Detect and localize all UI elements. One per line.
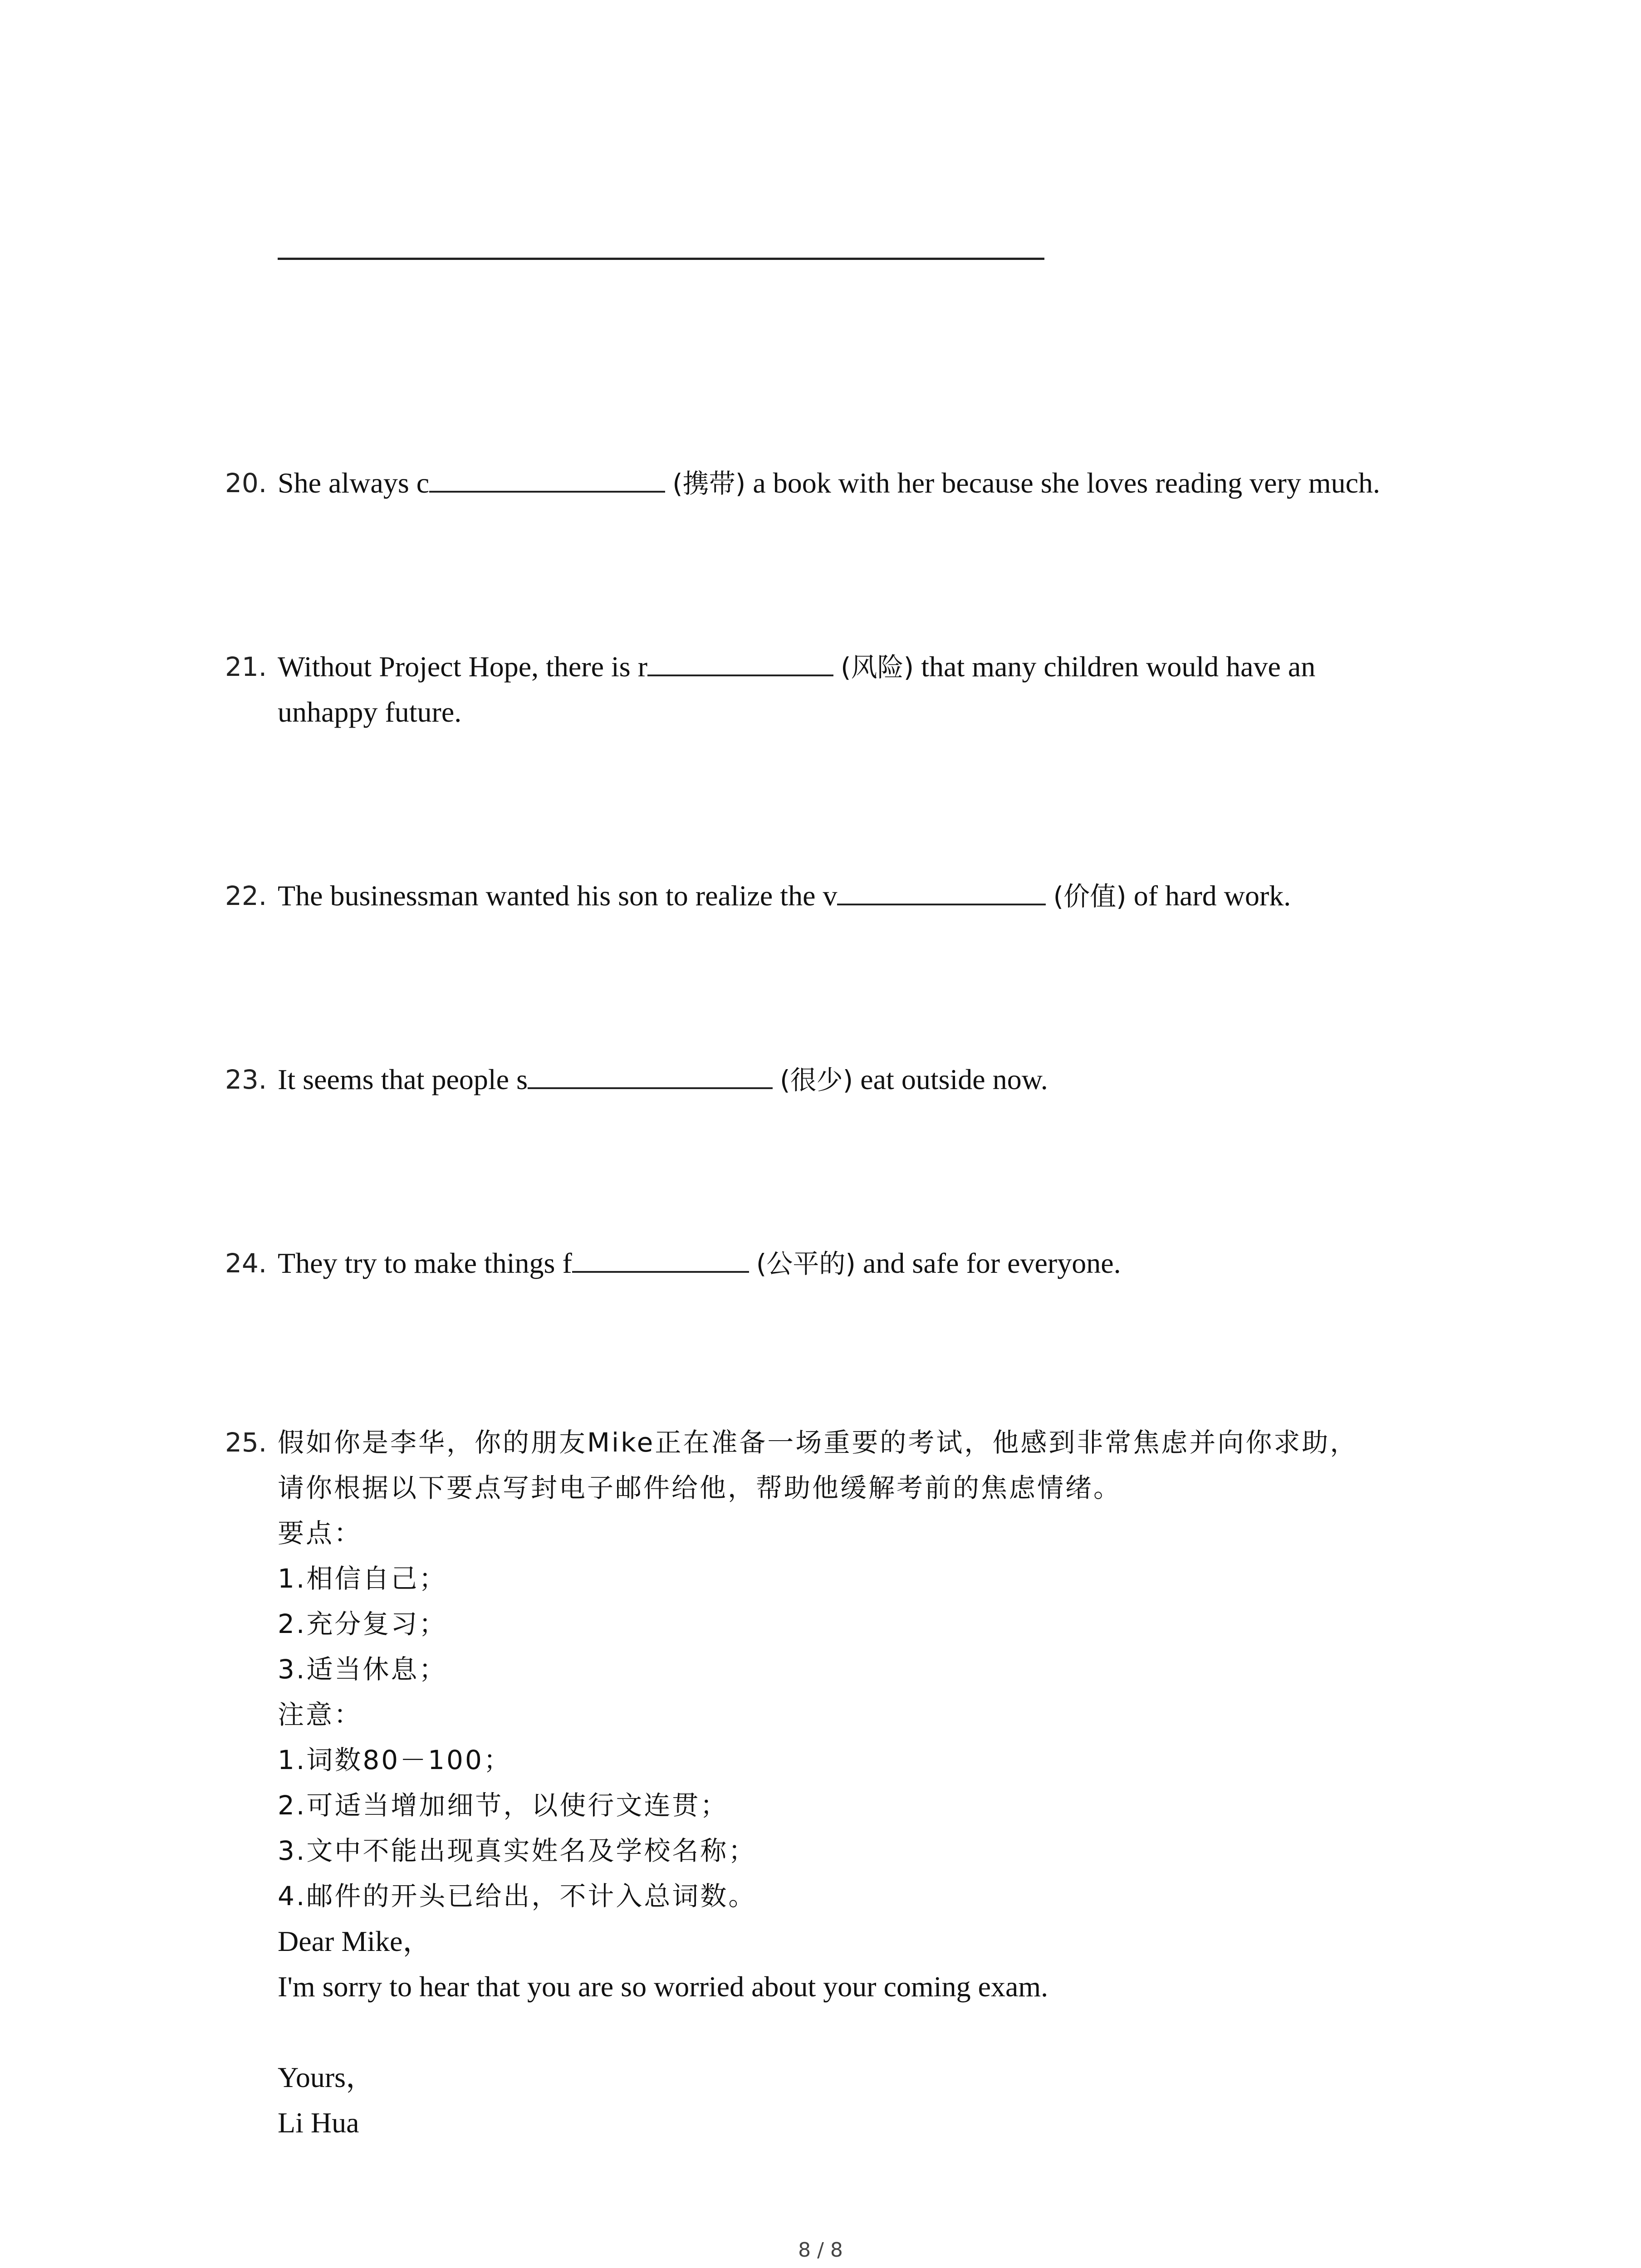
notes-label: 注意：: [278, 1699, 362, 1730]
question-number: 21.: [225, 651, 267, 682]
note-item: 1.词数80－100；: [278, 1745, 512, 1775]
answer-blank[interactable]: [528, 1059, 773, 1089]
answer-blank[interactable]: [572, 1243, 749, 1273]
letter-signature: Li Hua: [278, 2107, 359, 2139]
letter-opening: I'm sorry to hear that you are so worried about your coming exam.: [278, 1970, 1048, 2003]
question-number: 24.: [225, 1248, 267, 1279]
question-text: and safe for everyone.: [856, 1247, 1121, 1279]
point-item: 2.充分复习；: [278, 1608, 447, 1639]
question-text: Without Project Hope, there is r: [278, 650, 647, 683]
question-text: a book with her because she loves reading very much.: [745, 467, 1381, 499]
answer-blank[interactable]: [647, 646, 833, 676]
question-text: She always c: [278, 467, 430, 499]
chinese-hint: (风险): [841, 652, 914, 683]
points-label: 要点：: [278, 1518, 362, 1549]
note-item: 3.文中不能出现真实姓名及学校名称；: [278, 1835, 757, 1866]
question-text: eat outside now.: [853, 1063, 1048, 1095]
chinese-hint: (携带): [672, 468, 746, 499]
letter-closing: Yours，: [278, 2061, 375, 2093]
question-text: The businessman wanted his son to realize the v: [278, 880, 838, 912]
question-text-continued: unhappy future.: [278, 696, 462, 728]
answer-blank[interactable]: [837, 875, 1046, 905]
question-text: of hard work.: [1126, 880, 1291, 912]
question-text: They try to make things f: [278, 1247, 572, 1279]
question-number: 23.: [225, 1064, 267, 1095]
note-item: 2.可适当增加细节，以使行文连贯；: [278, 1790, 729, 1821]
chinese-hint: (很少): [779, 1065, 853, 1095]
question-text: that many children would have an: [914, 650, 1316, 683]
point-item: 3.适当休息；: [278, 1654, 447, 1685]
writing-prompt: 假如你是李华，你的朋友Mike正在准备一场重要的考试，他感到非常焦虑并向你求助，: [278, 1427, 1358, 1458]
point-item: 1.相信自己；: [278, 1563, 447, 1594]
answer-line: [278, 258, 1044, 260]
chinese-hint: (价值): [1053, 881, 1127, 912]
chinese-hint: (公平的): [756, 1248, 856, 1279]
question-number: 20.: [225, 468, 267, 499]
letter-greeting: Dear Mike，: [278, 1925, 432, 1957]
question-number: 25.: [225, 1427, 267, 1458]
page-number: 8 / 8: [798, 2239, 843, 2262]
writing-prompt: 请你根据以下要点写封电子邮件给他，帮助他缓解考前的焦虑情绪。: [278, 1472, 1122, 1503]
note-item: 4.邮件的开头已给出，不计入总词数。: [278, 1881, 757, 1911]
question-number: 22.: [225, 880, 267, 911]
answer-blank[interactable]: [429, 463, 665, 493]
question-text: It seems that people s: [278, 1063, 528, 1095]
